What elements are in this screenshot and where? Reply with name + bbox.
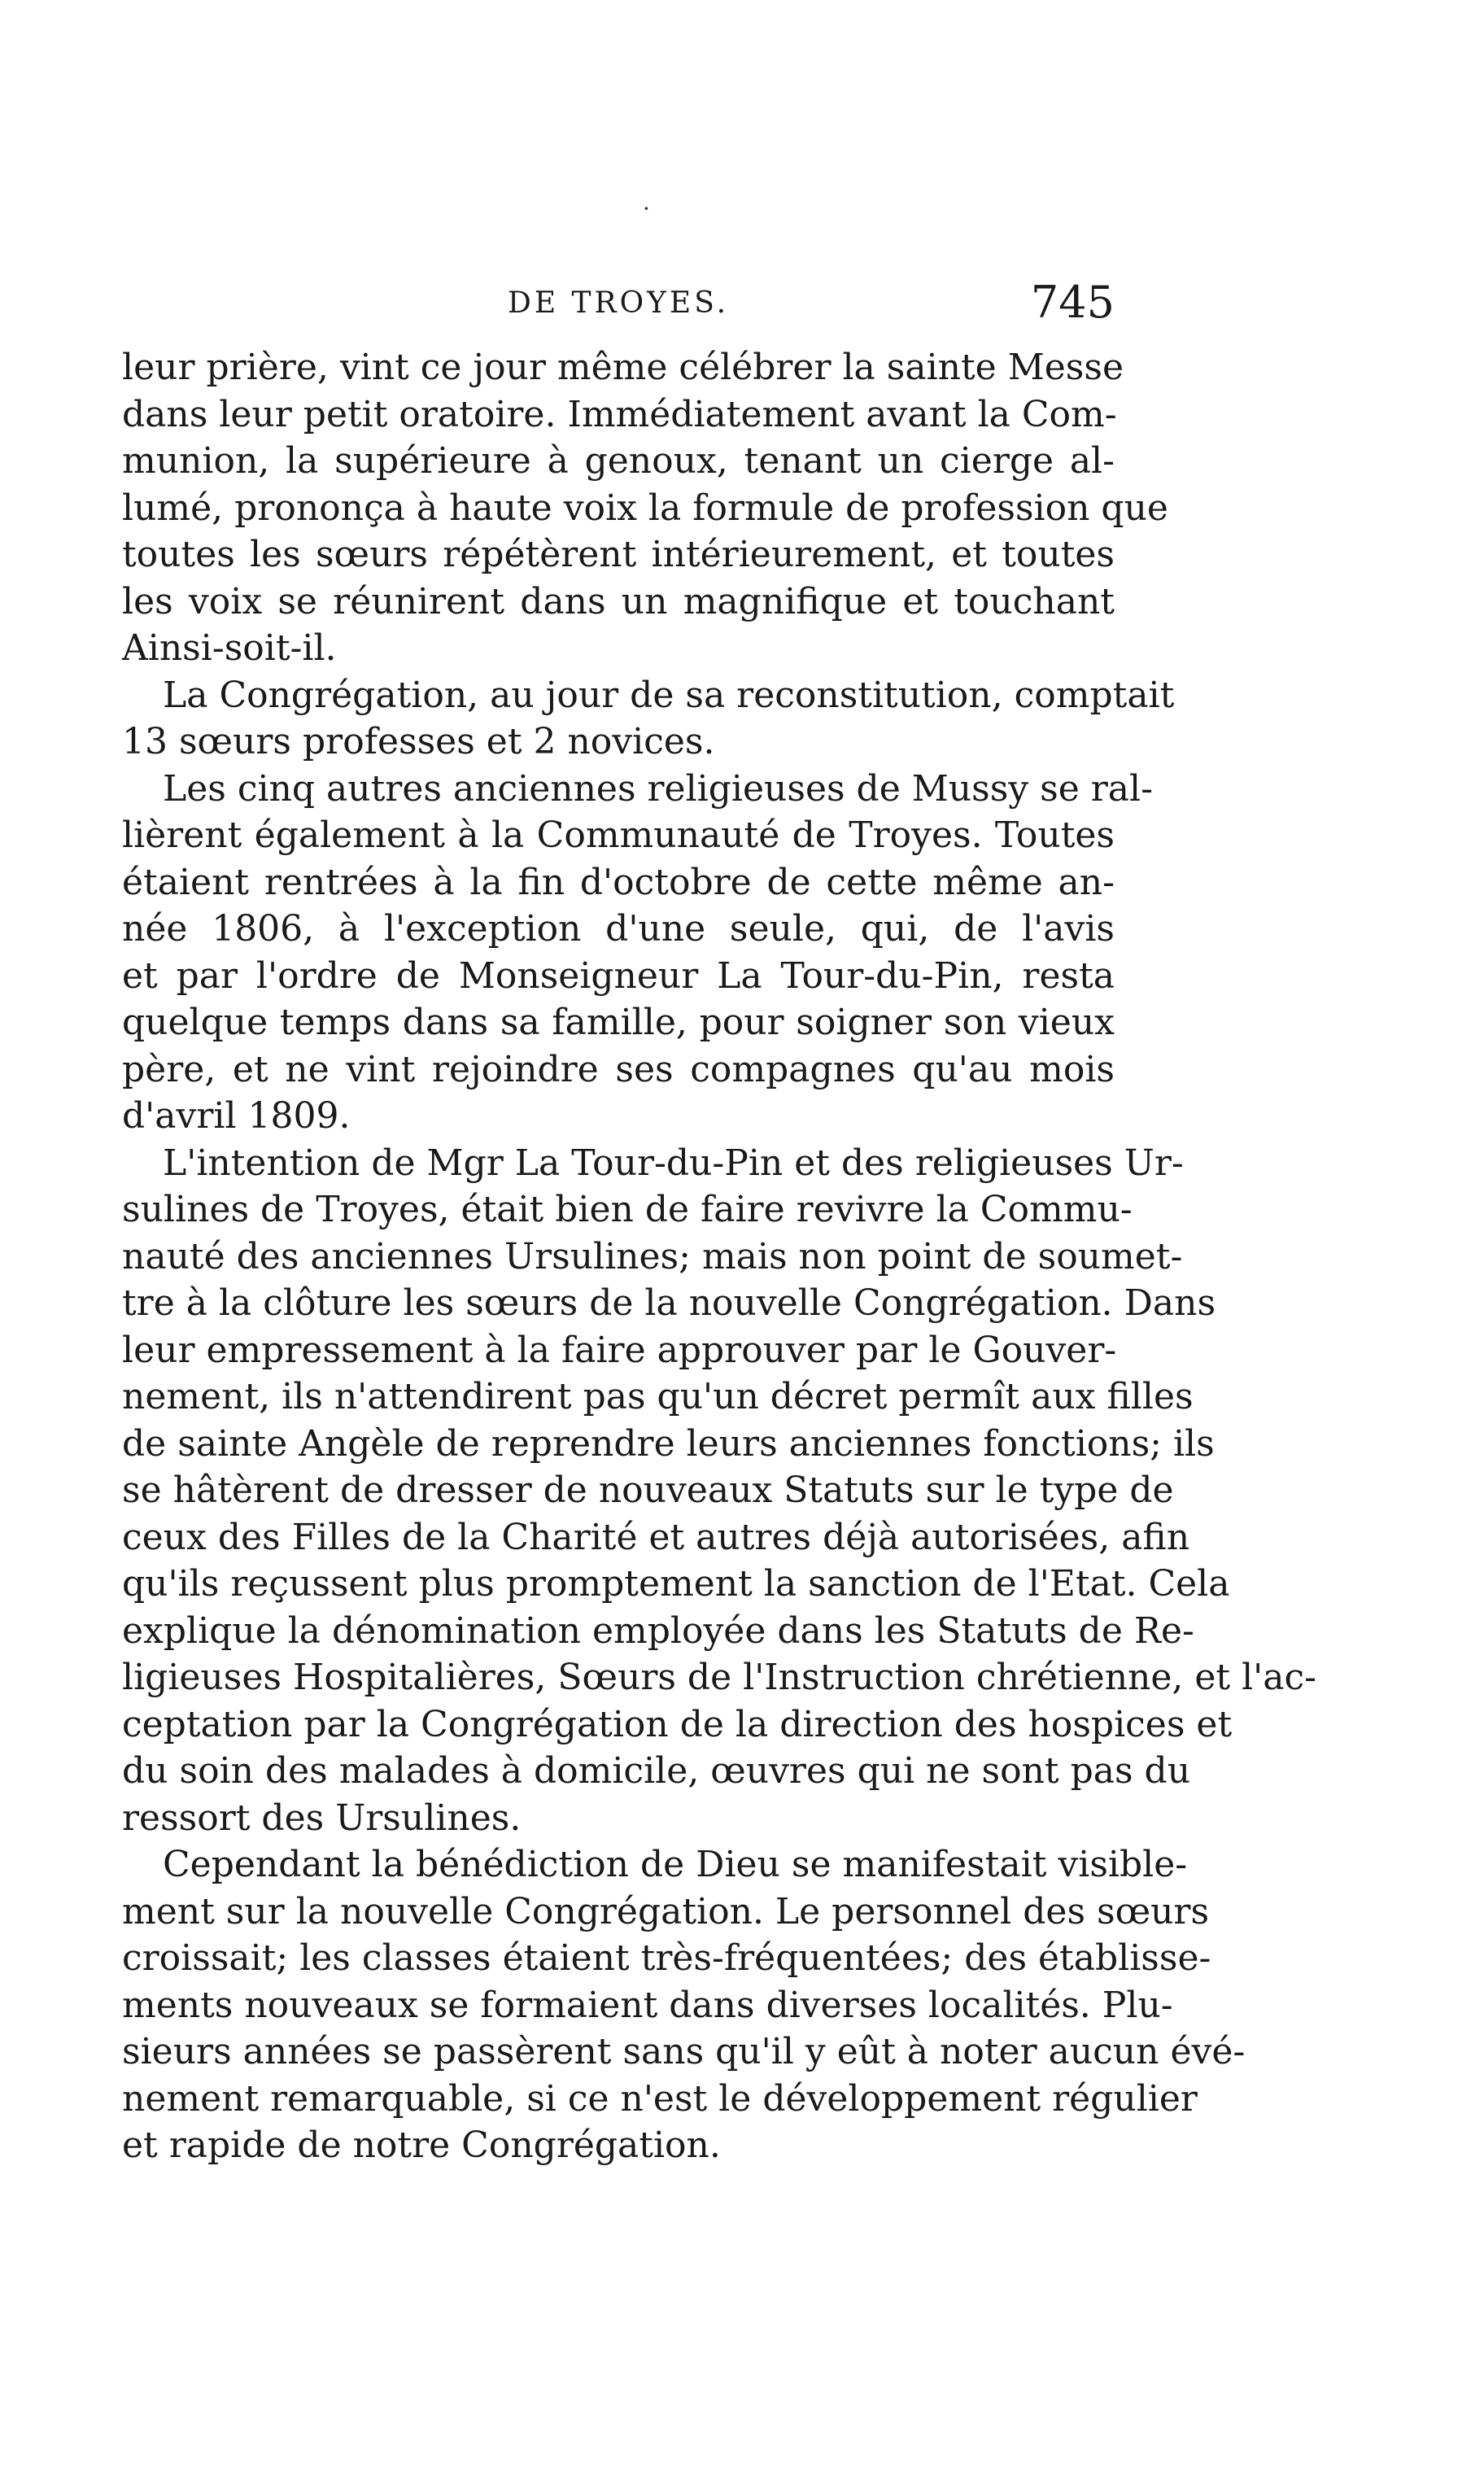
page-number: 745 (1030, 277, 1115, 328)
text-line: lumé, prononça à haute voix la formule de profession que (122, 487, 1168, 529)
text-line: ments nouveaux se formaient dans diverses localités. Plu- (122, 1984, 1173, 2026)
text-line: lièrent également à la Communauté de Troyes. Toutes (122, 814, 1115, 856)
text-line: quelque temps dans sa famille, pour soigner son vieux (122, 1002, 1115, 1043)
text-line: 13 sœurs professes et 2 novices. (122, 721, 715, 762)
text-line: père, et ne vint rejoindre ses compagnes qu'au mois (122, 1048, 1115, 1090)
text-line: Les cinq autres anciennes religieuses de Mussy se ral- (163, 767, 1153, 810)
paragraph (122, 1140, 1317, 1842)
text-line: et rapide de notre Congrégation. (122, 2124, 721, 2166)
text-line: et par l'ordre de Monseigneur La Tour-du-Pin, resta (122, 954, 1115, 997)
paragraph (122, 344, 1168, 672)
text-line: leur prière, vint ce jour même célébrer la sainte Messe (122, 347, 1124, 388)
printing-speck: · (643, 195, 650, 222)
text-line: sieurs années se passèrent sans qu'il y eût à noter aucun évé- (122, 2031, 1246, 2072)
text-line: nement, ils n'attendirent pas qu'un décret permît aux filles (122, 1376, 1194, 1417)
body-text (122, 344, 1317, 2169)
running-head (122, 277, 1115, 334)
text-line: leur empressement à la faire approuver par le Gouver- (122, 1329, 1117, 1371)
text-line: ceptation par la Congrégation de la direction des hospices et (122, 1703, 1233, 1745)
text-line: La Congrégation, au jour de sa reconstitution, comptait (163, 674, 1175, 716)
paragraph (122, 766, 1153, 1140)
paragraph (122, 672, 1175, 766)
text-line: nauté des anciennes Ursulines; mais non point de soumet- (122, 1235, 1183, 1277)
text-line: tre à la clôture les sœurs de la nouvelle Congrégation. Dans (122, 1282, 1216, 1324)
text-line: ceux des Filles de la Charité et autres déjà autorisées, afin (122, 1516, 1190, 1558)
text-line: dans leur petit oratoire. Immédiatement avant la Com- (122, 393, 1117, 435)
paragraph (122, 1841, 1246, 2169)
text-line: toutes les sœurs répétèrent intérieurement, et toutes (122, 534, 1115, 575)
text-line: les voix se réunirent dans un magnifique et touchant (122, 580, 1115, 622)
text-line: d'avril 1809. (122, 1095, 351, 1137)
running-title: DE TROYES. (507, 286, 730, 320)
text-line: L'intention de Mgr La Tour-du-Pin et des religieuses Ur- (163, 1142, 1184, 1184)
text-line: nement remarquable, si ce n'est le développement régulier (122, 2077, 1198, 2120)
text-line: croissait; les classes étaient très-fréquentées; des établisse- (122, 1937, 1211, 1979)
text-line: Cependant la bénédiction de Dieu se manifestait visible- (163, 1844, 1188, 1885)
text-line: qu'ils reçussent plus promptement la sanction de l'Etat. Cela (122, 1563, 1230, 1605)
text-line: sulines de Troyes, était bien de faire revivre la Commu- (122, 1189, 1133, 1230)
text-line: née 1806, à l'exception d'une seule, qui, de l'avis (122, 908, 1115, 950)
text-line: de sainte Angèle de reprendre leurs anciennes fonctions; ils (122, 1422, 1215, 1465)
text-line: munion, la supérieure à genoux, tenant un cierge al- (122, 440, 1115, 482)
text-line: explique la dénomination employée dans les Statuts de Re- (122, 1609, 1194, 1652)
text-line: Ainsi-soit-il. (122, 627, 337, 669)
text-line: ligieuses Hospitalières, Sœurs de l'Instruction chrétienne, et l'ac- (122, 1657, 1317, 1698)
text-line: ment sur la nouvelle Congrégation. Le personnel des sœurs (122, 1890, 1210, 1932)
text-line: étaient rentrées à la fin d'octobre de cette même an- (122, 861, 1115, 903)
text-line: se hâtèrent de dresser de nouveaux Statuts sur le type de (122, 1469, 1174, 1511)
text-line: du soin des malades à domicile, œuvres qui ne sont pas du (122, 1750, 1191, 1792)
text-line: ressort des Ursulines. (122, 1797, 522, 1839)
